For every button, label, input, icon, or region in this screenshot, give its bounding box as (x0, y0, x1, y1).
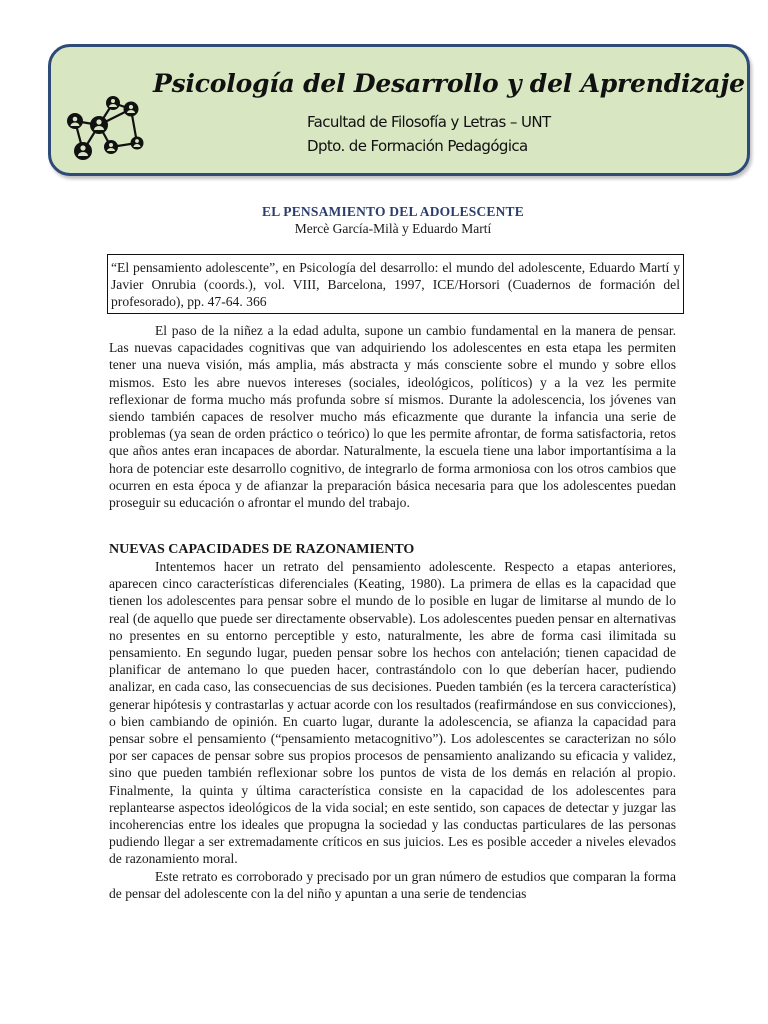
paragraph: El paso de la niñez a la edad adulta, supone un cambio fundamental en la manera de pensar. Las nuevas capacidades cognitivas que van adquiriendo los adolescentes en esta etapa les permiten tener una nueva visión, más amplia, más abstracta y más consciente sobre el mundo y sobre ellos mismos. Esto les abre nuevos intereses (sociales, ideológicos, políticos) y a la vez les permite reflexionar de forma mucho más profunda sobre sí mismos. Durante la adolescencia, los jóvenes van siendo también capaces de resolver mucho más eficazmente que durante la infancia una serie de problemas (ya sean de orden práctico o teórico) lo que les permite afrontar, de forma satisfactoria, retos que años antes eran incapaces de abordar. Naturalmente, la escuela tiene una labor importantísima a la hora de potenciar este desarrollo cognitivo, de integrarlo de forma armoniosa con los otros cambios que ocurren en esta época y de afianzar la preparación básica necesaria para que los adolescentes puedan proseguir su educación o afrontar el mundo del trabajo. (109, 323, 676, 511)
document-authors: Mercè García-Milà y Eduardo Martí (294, 221, 492, 236)
document-title: EL PENSAMIENTO DEL ADOLESCENTE (262, 204, 524, 219)
section-heading: NUEVAS CAPACIDADES DE RAZONAMIENTO (109, 542, 415, 557)
intro-section (109, 322, 676, 511)
section-body (109, 558, 676, 902)
paragraph: Este retrato es corroborado y precisado por un gran número de estudios que comparan la forma de pensar del adolescente con la del niño y apuntan a una serie de tendencias (109, 868, 676, 901)
course-title: Psicología del Desarrollo y del Aprendizaje (153, 69, 745, 98)
paragraph: Intentemos hacer un retrato del pensamiento adolescente. Respecto a etapas anteriores, aparecen cinco características diferenciales (Keating, 1980). La primera de ellas es la capacidad que tienen los adolescentes para pensar sobre el mundo de lo posible en lugar de limitarse al mundo de lo real (de aquello que puede ser directamente observable). Los adolescentes pueden pensar en alternativas no presentes en su entorno perceptible y esto, naturalmente, les abre de forma casi ilimitada su pensamiento. En segundo lugar, pueden pensar sobre los hechos con antelación; tienen capacidad de planificar de antemano lo que pueden hacer, contrastándolo con lo que deberían hacer, pudiendo analizar, en cada caso, las consecuencias de sus decisiones. Pueden también (es la tercera característica) generar hipótesis y contrastarlas y actuar acorde con los resultados (reafirmándose en sus convicciones), o bien cambiando de opinión. En cuarto lugar, durante la adolescencia, se afianza la capacidad para pensar sobre el pensamiento (“pensamiento metacognitivo”). Los adolescentes se caracterizan no sólo por ser capaces de pensar sobre sus propios procesos de pensamiento analizando su eficacia y validez, sino que pueden también reflexionar sobre los puntos de vista de los demás en relación al propio. Finalmente, la quinta y última característica consiste en la capacidad de los adolescentes para replantearse aspectos ideológicos de la vida social; en este sentido, son capaces de detectar y juzgar las incoherencias entre los ideales que propugna la sociedad y las conductas particulares de las personas pudiendo llegar a ser extremadamente críticos en sus juicios. Les es posible acceder a niveles elevados de razonamiento moral. (109, 559, 676, 867)
header-banner (48, 44, 750, 176)
citation-box: “El pensamiento adolescente”, en Psicología del desarrollo: el mundo del adolescente, Eduardo Martí y Javier Onrubia (coords.), vol. VIII, Barcelona, 1997, ICE/Horsori (Cuadernos de formación del profesorado), pp. 47-64. 366 (107, 254, 684, 314)
department-name: Dpto. de Formación Pedagógica (307, 137, 528, 155)
network-people-icon (63, 91, 149, 169)
faculty-name: Facultad de Filosofía y Letras – UNT (307, 113, 551, 131)
